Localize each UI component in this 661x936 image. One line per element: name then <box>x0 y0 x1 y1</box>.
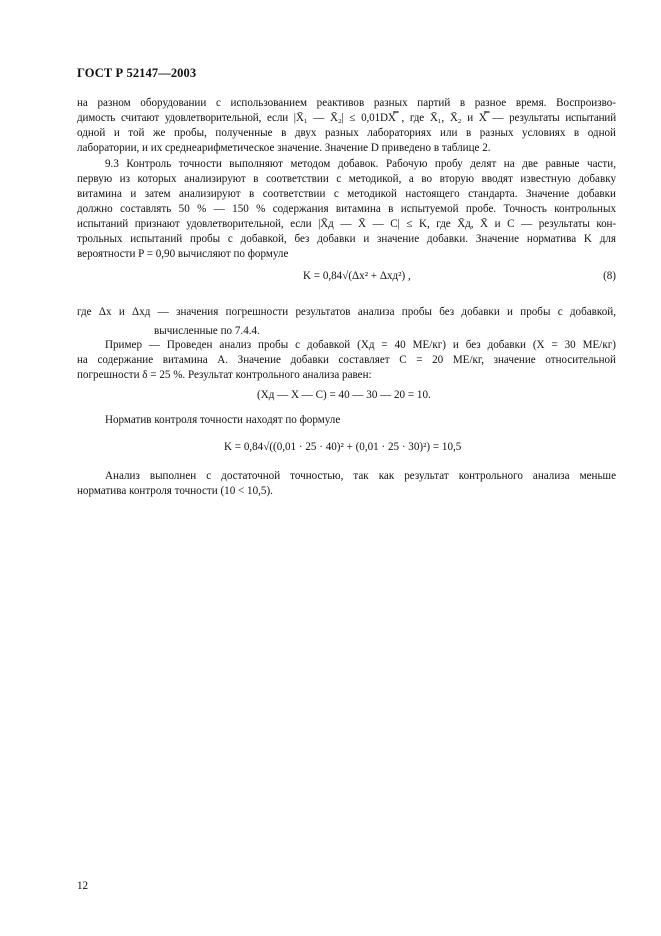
document-header: ГОСТ Р 52147—2003 <box>77 66 197 80</box>
text-line: испытаний признают удовлетворительной, если |X̄д — X̄ — C| ≤ K, где X̄д, X̄ и C — результаты кон- <box>77 218 616 230</box>
text-line: трольных испытаний пробы с добавкой, без добавки и значение добавки. Значение норматива K для <box>77 233 616 245</box>
text-line: витамина и затем анализируют в соответствии с методикой настоящего стандарта. Значение добавки <box>77 188 616 200</box>
text-line: на содержание витамина А. Значение добавки составляет C = 20 МЕ/кг, значение относительной <box>77 354 616 366</box>
page-number: 12 <box>77 880 89 892</box>
text-line: 9.3 Контроль точности выполняют методом добавок. Рабочую пробу делят на две равные части, <box>105 158 616 170</box>
text-line: на разном оборудовании с использованием реактивов разных партий в разное время. Воспроизво- <box>77 97 616 109</box>
text-line: Пример — Проведен анализ пробы с добавкой (Xд = 40 МЕ/кг) и без добавки (X = 30 МЕ/кг) <box>105 339 616 351</box>
text-line: димость считают удовлетворительной, если |X̄₁ — X̄₂| ≤ 0,01DX̿ , где X̄₁, X̄₂ и X̿ — результаты испытаний <box>77 112 616 124</box>
formula-8: K = 0,84√(Δx² + Δxд²) , <box>303 270 411 282</box>
formula-result: (Xд — X — C) = 40 — 30 — 20 = 10. <box>257 389 431 401</box>
text-line: Анализ выполнен с достаточной точностью, так как результат контрольного анализа меньше <box>105 470 616 482</box>
text-line: норматива контроля точности (10 < 10,5). <box>77 485 273 497</box>
paragraph-reproducibility <box>77 96 616 156</box>
paragraph-accuracy-control <box>77 157 616 262</box>
paragraph-where <box>77 305 616 339</box>
text-line: Норматив контроля точности находят по формуле <box>105 414 341 426</box>
text-line: первую из которых анализируют в соответствии с методикой, а во вторую вводят известную добавку <box>77 173 616 185</box>
equation-number: (8) <box>603 270 616 282</box>
text-line: одной и той же пробы, полученные в двух разных лабораториях или в разных условиях в одной <box>77 127 616 139</box>
text-line: вычисленные по 7.4.4. <box>154 325 260 337</box>
paragraph-conclusion <box>77 469 616 499</box>
text-line: погрешности δ = 25 %. Результат контрольного анализа равен: <box>77 369 372 381</box>
text-line: вероятности P = 0,90 вычисляют по формуле <box>77 248 289 260</box>
text-line: должно составлять 50 % — 150 % содержания витамина в испытуемой пробе. Точность контрольных <box>77 203 616 215</box>
formula-k: K = 0,84√((0,01 · 25 · 40)² + (0,01 · 25 · 30)²) = 10,5 <box>224 441 462 453</box>
paragraph-norm <box>77 413 616 428</box>
paragraph-example <box>77 338 616 383</box>
text-line: где Δx и Δxд — значения погрешности результатов анализа пробы без добавки и пробы с добавкой, <box>77 306 616 318</box>
text-line: лаборатории, и их среднеарифметическое значение. Значение D приведено в таблице 2. <box>77 142 491 154</box>
